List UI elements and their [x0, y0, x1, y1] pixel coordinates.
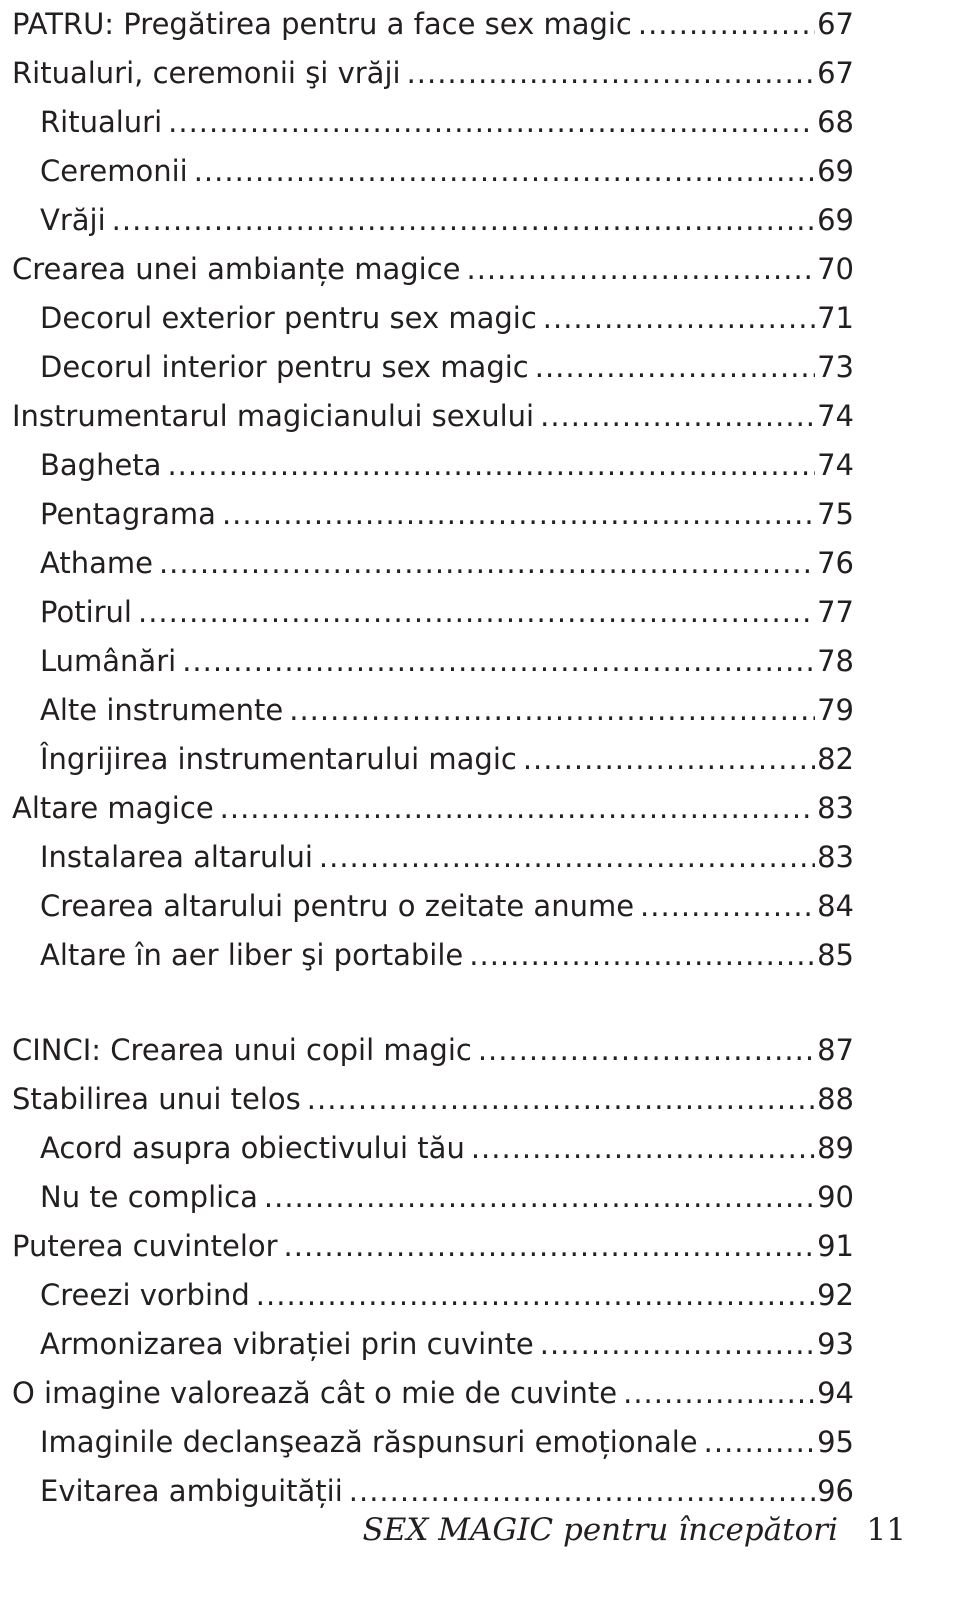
- toc-entry-label: Imaginile declanşează răspunsuri emoționale: [40, 1425, 698, 1459]
- toc-entry-label: PATRU: Pregătirea pentru a face sex magic: [12, 7, 632, 41]
- dot-leader: [349, 1467, 815, 1516]
- dot-leader: [540, 1320, 815, 1369]
- toc-entry-label: Creezi vorbind: [40, 1278, 250, 1312]
- toc-entry: [12, 784, 854, 833]
- toc-entry: [12, 245, 854, 294]
- toc-subentry: [12, 1418, 854, 1467]
- toc-entry-page: 71: [817, 301, 854, 335]
- toc-entry-page: 94: [817, 1376, 854, 1410]
- dot-leader: [256, 1271, 815, 1320]
- toc-entry-label: Decorul interior pentru sex magic: [40, 350, 529, 384]
- dot-leader: [469, 931, 815, 980]
- toc-entry-page: 85: [817, 938, 854, 972]
- toc-entry-label: Crearea unei ambianțe magice: [12, 252, 461, 286]
- dot-leader: [523, 735, 815, 784]
- toc-subentry: [12, 637, 854, 686]
- toc-entry-label: Altare în aer liber şi portabile: [40, 938, 464, 972]
- toc-entry: [12, 49, 854, 98]
- toc-entry-page: 75: [817, 497, 854, 531]
- toc-subentry: [12, 686, 854, 735]
- toc-entry-page: 83: [817, 791, 854, 825]
- toc-entry-label: Îngrijirea instrumentarului magic: [40, 742, 517, 776]
- toc-subentry: [12, 882, 854, 931]
- toc-subentry: [12, 1320, 854, 1369]
- dot-leader: [182, 637, 815, 686]
- toc-subentry: [12, 490, 854, 539]
- dot-leader: [704, 1418, 815, 1467]
- dot-leader: [194, 147, 815, 196]
- toc-entry-page: 69: [817, 203, 854, 237]
- table-of-contents: [12, 0, 854, 1516]
- dot-leader: [471, 1124, 815, 1173]
- toc-entry-page: 87: [817, 1033, 854, 1067]
- toc-entry-page: 92: [817, 1278, 854, 1312]
- toc-entry-page: 69: [817, 154, 854, 188]
- dot-leader: [638, 0, 815, 49]
- page-footer: [0, 1512, 978, 1560]
- toc-subentry: [12, 539, 854, 588]
- footer-book-title: SEX MAGIC pentru începători: [362, 1512, 838, 1548]
- dot-leader: [466, 245, 815, 294]
- toc-subentry: [12, 931, 854, 980]
- dot-leader: [168, 98, 815, 147]
- toc-entry-page: 89: [817, 1131, 854, 1165]
- toc-entry-page: 88: [817, 1082, 854, 1116]
- dot-leader: [535, 343, 815, 392]
- toc-chapter-entry: [12, 1026, 854, 1075]
- toc-subentry: [12, 294, 854, 343]
- toc-entry-label: Instrumentarul magicianului sexului: [12, 399, 535, 433]
- toc-entry-page: 73: [817, 350, 854, 384]
- dot-leader: [138, 588, 815, 637]
- dot-leader: [307, 1075, 815, 1124]
- toc-entry-label: Ritualuri: [40, 105, 163, 139]
- dot-leader: [159, 539, 815, 588]
- toc-entry-label: Puterea cuvintelor: [12, 1229, 278, 1263]
- dot-leader: [623, 1369, 815, 1418]
- toc-subentry: [12, 147, 854, 196]
- toc-entry-page: 79: [817, 693, 854, 727]
- toc-subentry: [12, 588, 854, 637]
- toc-entry-page: 77: [817, 595, 854, 629]
- dot-leader: [264, 1173, 815, 1222]
- dot-leader: [543, 294, 815, 343]
- dot-leader: [319, 833, 815, 882]
- dot-leader: [220, 784, 815, 833]
- toc-subentry: [12, 735, 854, 784]
- toc-entry-label: CINCI: Crearea unui copil magic: [12, 1033, 472, 1067]
- toc-entry-label: Acord asupra obiectivului tău: [40, 1131, 465, 1165]
- toc-entry-label: Athame: [40, 546, 153, 580]
- toc-entry-page: 84: [817, 889, 854, 923]
- toc-entry-page: 91: [817, 1229, 854, 1263]
- toc-entry-label: Instalarea altarului: [40, 840, 313, 874]
- toc-entry-page: 82: [817, 742, 854, 776]
- toc-subentry: [12, 98, 854, 147]
- toc-entry: [12, 1075, 854, 1124]
- toc-entry-label: Evitarea ambiguității: [40, 1474, 343, 1508]
- toc-subentry: [12, 196, 854, 245]
- dot-leader: [222, 490, 815, 539]
- toc-entry-label: Vrăji: [40, 203, 106, 237]
- toc-entry-label: Ritualuri, ceremonii şi vrăji: [12, 56, 401, 90]
- toc-entry-label: Alte instrumente: [40, 693, 284, 727]
- dot-leader: [540, 392, 815, 441]
- toc-entry-page: 74: [817, 399, 854, 433]
- toc-subentry: [12, 1173, 854, 1222]
- toc-entry: [12, 1222, 854, 1271]
- dot-leader: [289, 686, 815, 735]
- toc-entry-label: Potirul: [40, 595, 132, 629]
- toc-entry-page: 95: [817, 1425, 854, 1459]
- dot-leader: [478, 1026, 815, 1075]
- dot-leader: [640, 882, 815, 931]
- dot-leader: [112, 196, 815, 245]
- toc-entry-label: Pentagrama: [40, 497, 216, 531]
- toc-entry-page: 76: [817, 546, 854, 580]
- toc-entry-label: Altare magice: [12, 791, 214, 825]
- footer-page-number: 11: [866, 1512, 906, 1548]
- toc-entry-page: 93: [817, 1327, 854, 1361]
- toc-subentry: [12, 1271, 854, 1320]
- toc-entry-page: 78: [817, 644, 854, 678]
- dot-leader: [407, 49, 816, 98]
- toc-entry: [12, 1369, 854, 1418]
- toc-subentry: [12, 1124, 854, 1173]
- toc-entry-page: 70: [817, 252, 854, 286]
- toc-entry-label: Nu te complica: [40, 1180, 258, 1214]
- toc-entry-label: Bagheta: [40, 448, 162, 482]
- toc-subentry: [12, 343, 854, 392]
- toc-entry-page: 68: [817, 105, 854, 139]
- toc-entry-label: Stabilirea unui telos: [12, 1082, 301, 1116]
- dot-leader: [284, 1222, 816, 1271]
- toc-entry-label: Ceremonii: [40, 154, 188, 188]
- toc-chapter-entry: [12, 0, 854, 49]
- toc-subentry: [12, 441, 854, 490]
- toc-entry-page: 96: [817, 1474, 854, 1508]
- toc-entry-page: 67: [817, 7, 854, 41]
- toc-entry-label: Crearea altarului pentru o zeitate anume: [40, 889, 635, 923]
- toc-entry-page: 67: [817, 56, 854, 90]
- toc-entry-page: 90: [817, 1180, 854, 1214]
- toc-entry-page: 83: [817, 840, 854, 874]
- toc-entry-page: 74: [817, 448, 854, 482]
- toc-subentry: [12, 833, 854, 882]
- toc-entry: [12, 392, 854, 441]
- toc-entry-label: Armonizarea vibrației prin cuvinte: [40, 1327, 534, 1361]
- toc-entry-label: O imagine valorează cât o mie de cuvinte: [12, 1376, 618, 1410]
- toc-subentry: [12, 1467, 854, 1516]
- dot-leader: [167, 441, 815, 490]
- toc-entry-label: Lumânări: [40, 644, 177, 678]
- section-gap: [12, 980, 854, 1026]
- toc-entry-label: Decorul exterior pentru sex magic: [40, 301, 537, 335]
